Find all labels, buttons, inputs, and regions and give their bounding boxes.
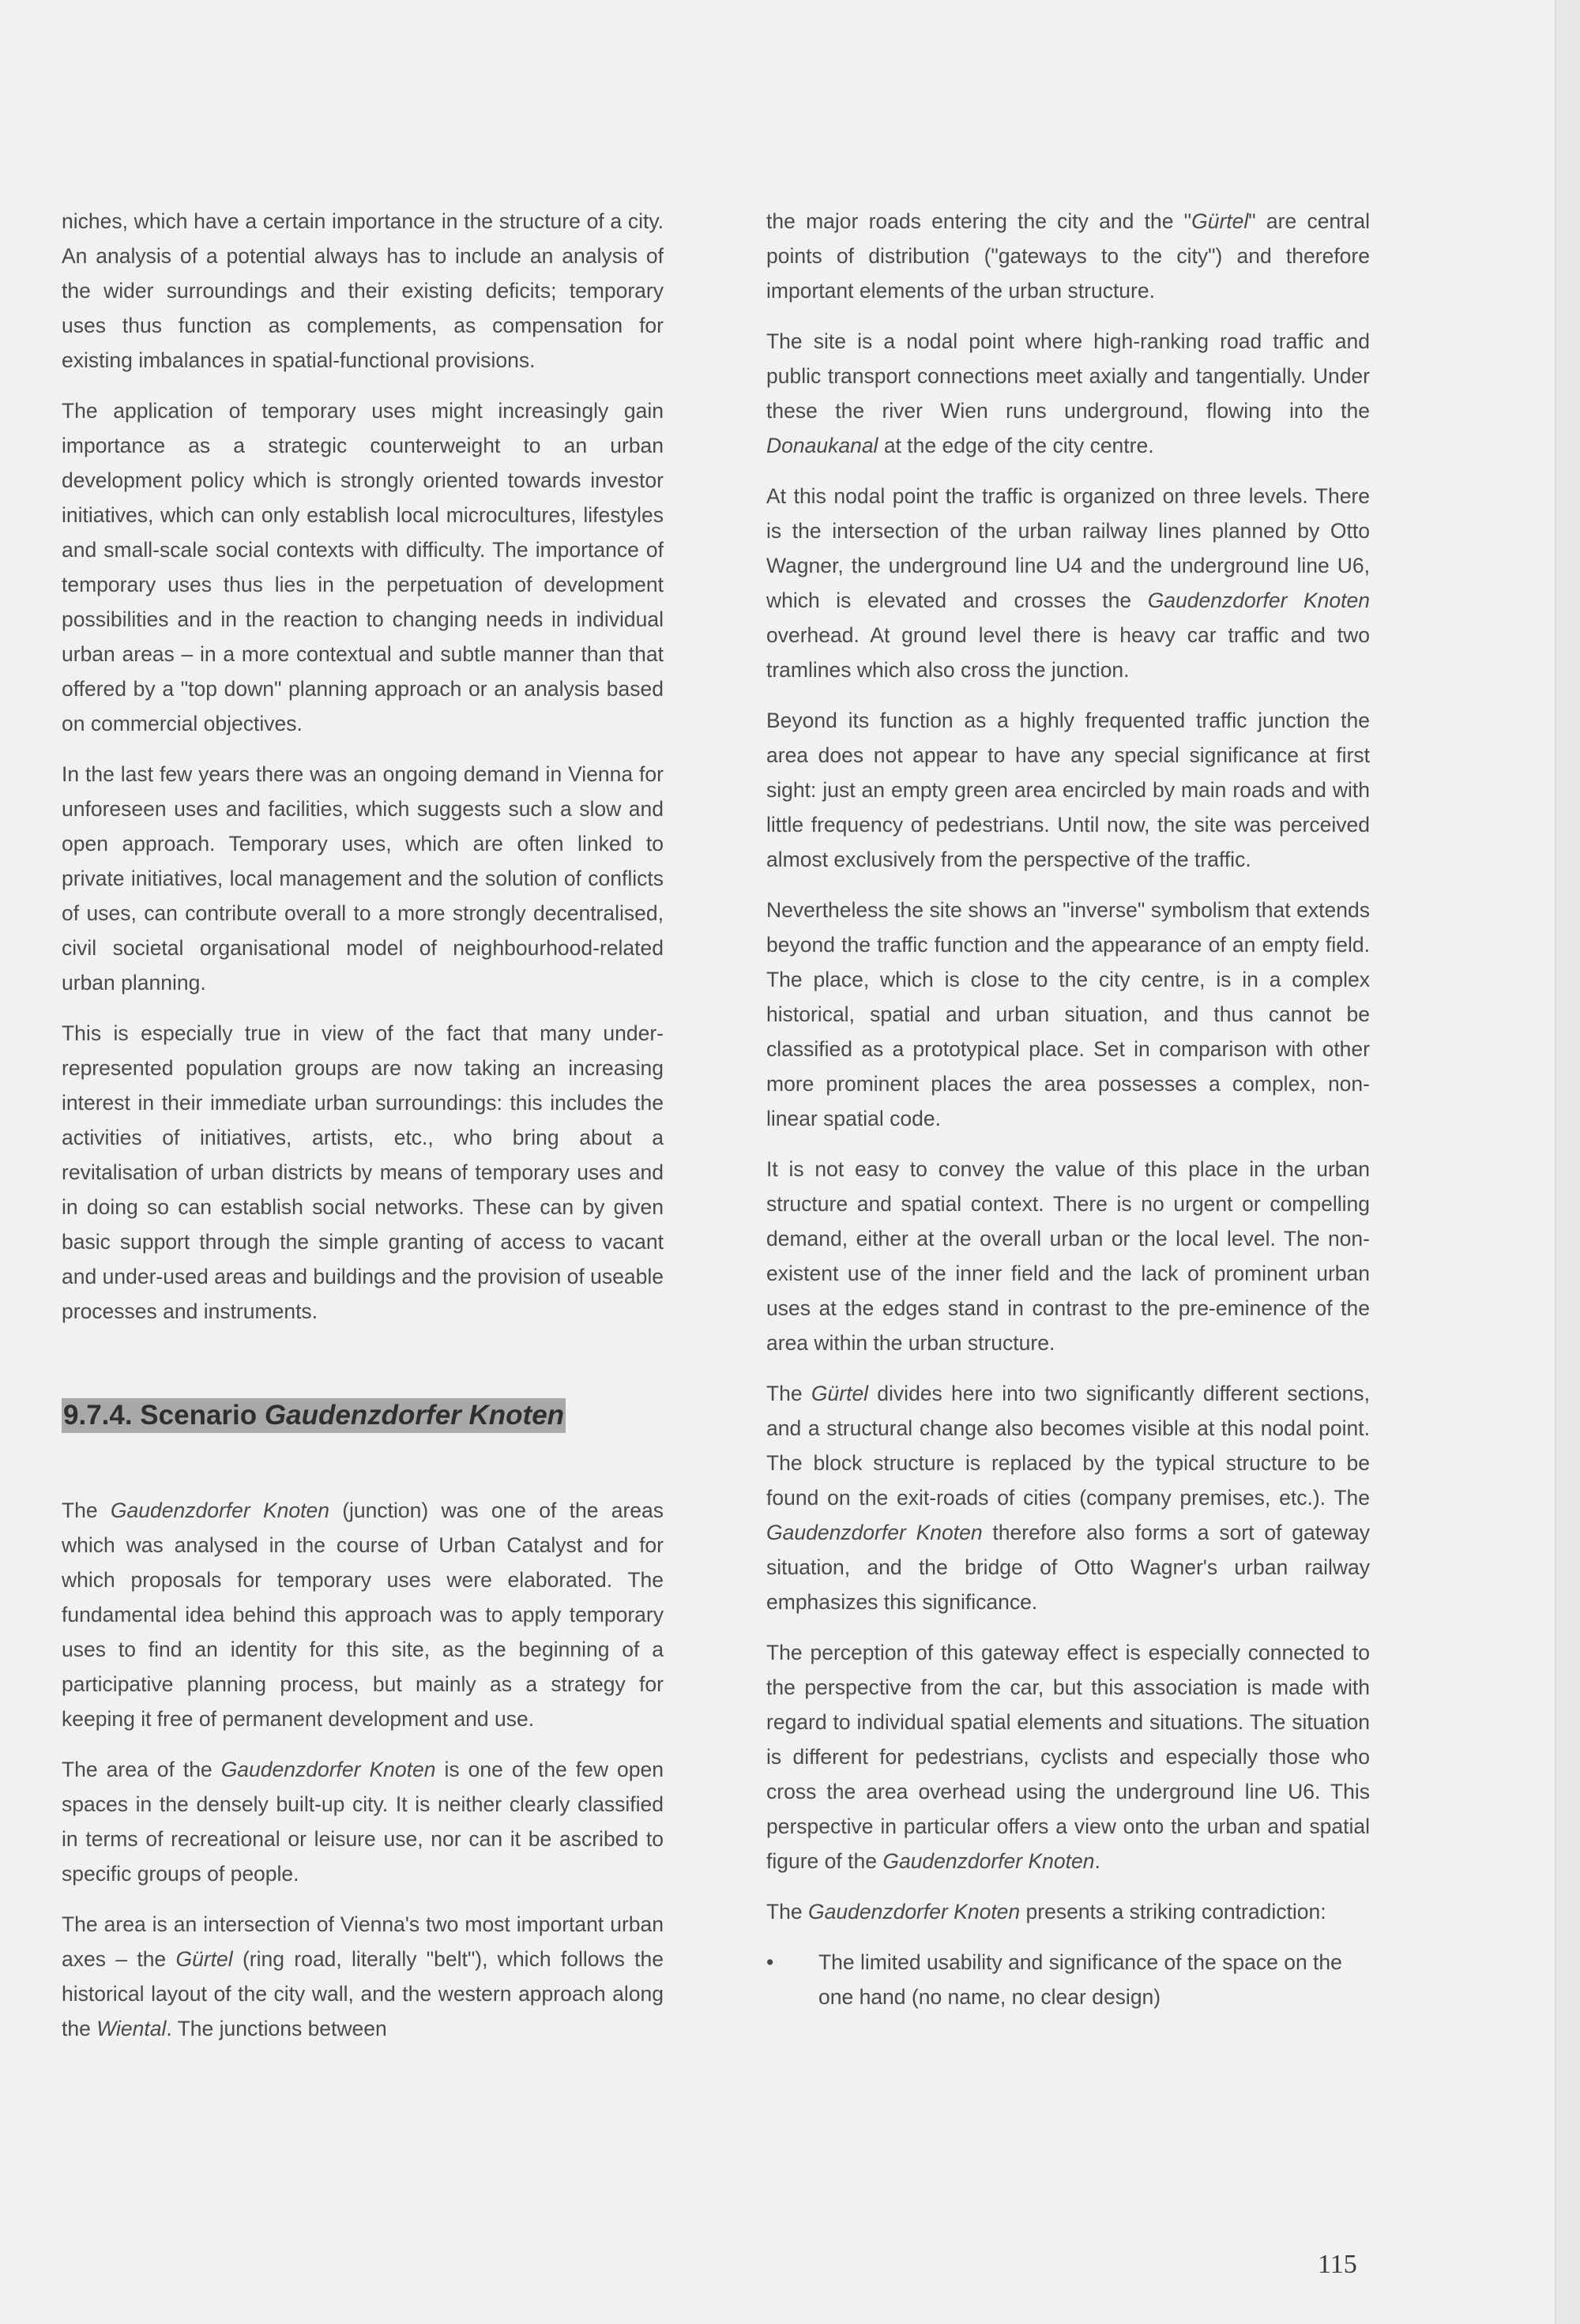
text-run: divides here into two significantly different sections, and a structural change also becomes visible at this nodal point. The block structure is replaced by the typical structure to be found on the exit-roads of cities (company premises, etc.). The <box>766 1382 1371 1510</box>
text-run: The perception of this gateway effect is especially connected to the perspective from the car, but this association is made with regard to individual spatial elements and situations. The situation is different for pedestrians, cyclists and especially those who cross the area overhead using the underground line U6. This perspective in particular offers a view onto the urban and spatial figure of the <box>766 1641 1370 1873</box>
heading-prefix: 9.7.4. Scenario <box>63 1400 265 1431</box>
text-run: The area is an intersection of Vienna's two most important urban axes – the <box>62 1912 664 1971</box>
text-run-italic: Gürtel <box>175 1947 233 1971</box>
list-item-text: The limited usability and significance of the space on the one hand (no name, no clear design) <box>818 1950 1342 2009</box>
paragraph: This is especially true in view of the fact that many under-represented population groups are now taking an increasing interest in their immediate urban surroundings: this includes the activities of initiatives, artists, etc., who bring about a revitalisation of urban districts by means of temporary uses and in doing so can establish social networks. These can by given basic support through the simple granting of access to vacant and under-used areas and buildings and the provision of useable processes and instruments. <box>62 1021 664 1323</box>
text-run-italic: Gürtel <box>1191 209 1249 233</box>
text-run: presents a striking contradiction: <box>1020 1900 1326 1924</box>
text-run: The <box>766 1900 809 1924</box>
text-run-italic: Gaudenzdorfer Knoten <box>110 1499 329 1522</box>
paragraph <box>766 204 1370 308</box>
text-run: therefore also forms a sort of gateway situation, and the bridge of Otto Wagner's urban railway emphasizes this significance. <box>766 1521 1370 1614</box>
text-run: The site is a nodal point where high-ranking road traffic and public transport connections meet axially and tangentially. Under these the river Wien runs underground, flowing into the <box>766 329 1370 423</box>
paragraph <box>62 1907 664 2046</box>
paragraph <box>766 1376 1370 1619</box>
text-run: The <box>766 1382 811 1405</box>
page-number: 115 <box>1318 2250 1357 2279</box>
paragraph: The application of temporary uses might increasingly gain importance as a strategic counterweight to an urban development policy which is strongly oriented towards investor initiatives, which can only establish local microcultures, lifestyles and small-scale social contexts with difficulty. The importance of temporary uses thus lies in the perpetuation of development possibilities and in the reaction to changing needs in individual urban areas – in a more contextual and subtle manner than that offered by a "top down" planning approach or an analysis based on commercial objectives. <box>62 399 664 735</box>
text-run-italic: Donaukanal <box>766 434 878 457</box>
page-edge <box>1555 0 1580 2324</box>
right-column <box>766 204 1370 2014</box>
paragraph <box>766 479 1370 687</box>
text-run: is one of the few open spaces in the densely built-up city. It is neither clearly classified in terms of recreational or leisure use, nor can it be ascribed to specific groups of people. <box>62 1758 664 1886</box>
paragraph <box>766 324 1370 463</box>
text-run-italic: Gaudenzdorfer Knoten <box>1147 589 1370 612</box>
paragraph: niches, which have a certain importance in the structure of a city. An analysis of a potential always has to include an analysis of the wider surroundings and their existing deficits; temporary uses thus function as complements, as compensation for existing imbalances in spatial-functional provisions. <box>62 209 664 372</box>
text-run-italic: Gaudenzdorfer Knoten <box>808 1900 1021 1924</box>
left-column <box>62 204 664 2062</box>
text-run-italic: Wiental <box>96 2017 167 2040</box>
paragraph: Nevertheless the site shows an "inverse" symbolism that extends beyond the traffic function and the appearance of an empty field. The place, which is close to the city centre, is in a complex historical, spatial and urban situation, and thus cannot be classified as a prototypical place. Set in comparison with other more prominent places the area possesses a complex, non-linear spatial code. <box>766 898 1370 1130</box>
text-run: overhead. At ground level there is heavy car traffic and two tramlines which also cross the junction. <box>766 623 1370 682</box>
bullet-icon: • <box>766 1950 774 1974</box>
paragraph <box>62 1493 664 1736</box>
section-heading <box>62 1398 566 1433</box>
paragraph <box>766 1894 1370 1929</box>
paragraph: Beyond its function as a highly frequented traffic junction the area does not appear to have any special significance at first sight: just an empty green area encircled by main roads and with little frequency of pedestrians. Until now, the site was perceived almost exclusively from the perspective of the traffic. <box>766 709 1370 871</box>
text-run: The <box>62 1499 111 1522</box>
text-run: " are central points of distribution ("gateways to the city") and therefore important elements of the urban structure. <box>766 209 1370 303</box>
text-run: at the edge of the city centre. <box>878 434 1154 457</box>
list-item <box>766 1945 1370 2014</box>
paragraph: In the last few years there was an ongoing demand in Vienna for unforeseen uses and facilities, which suggests such a slow and open approach. Temporary uses, which are often linked to private initiatives, local management and the solution of conflicts of uses, can contribute overall to a more strongly decentralised, civil societal organisational model of neighbourhood-related urban planning. <box>62 762 664 995</box>
text-run-italic: Gaudenzdorfer Knoten <box>766 1521 983 1544</box>
text-run-italic: Gaudenzdorfer Knoten <box>220 1758 436 1781</box>
paragraph <box>62 1752 664 1891</box>
text-run-italic: Gürtel <box>811 1382 869 1405</box>
text-run: . <box>1094 1849 1100 1873</box>
text-run: . The junctions between <box>166 2017 387 2040</box>
text-run: The area of the <box>62 1758 221 1781</box>
text-run: (junction) was one of the areas which was analysed in the course of Urban Catalyst and for which proposals for temporary uses were elaborated. The fundamental idea behind this approach was to apply temporary uses to find an identity for this site, as the beginning of a participative planning process, but mainly as a strategy for keeping it free of permanent development and use. <box>62 1499 664 1731</box>
paragraph <box>766 1635 1370 1878</box>
text-run: (ring road, literally "belt"), which follows the historical layout of the city wall, and the western approach along the <box>62 1947 664 2040</box>
text-run: At this nodal point the traffic is organized on three levels. There is the intersection of the urban railway lines planned by Otto Wagner, the underground line U4 and the underground line U6, which is elevated and crosses the <box>766 484 1370 612</box>
text-run-italic: Gaudenzdorfer Knoten <box>882 1849 1095 1873</box>
text-run: the major roads entering the city and the " <box>766 209 1192 233</box>
paragraph: It is not easy to convey the value of this place in the urban structure and spatial context. There is no urgent or compelling demand, either at the overall urban or the local level. The non-existent use of the inner field and the lack of prominent urban uses at the edges stand in contrast to the pre-eminence of the area within the urban structure. <box>766 1157 1370 1355</box>
bullet-list <box>766 1945 1370 2014</box>
heading-italic: Gaudenzdorfer Knoten <box>264 1400 565 1431</box>
